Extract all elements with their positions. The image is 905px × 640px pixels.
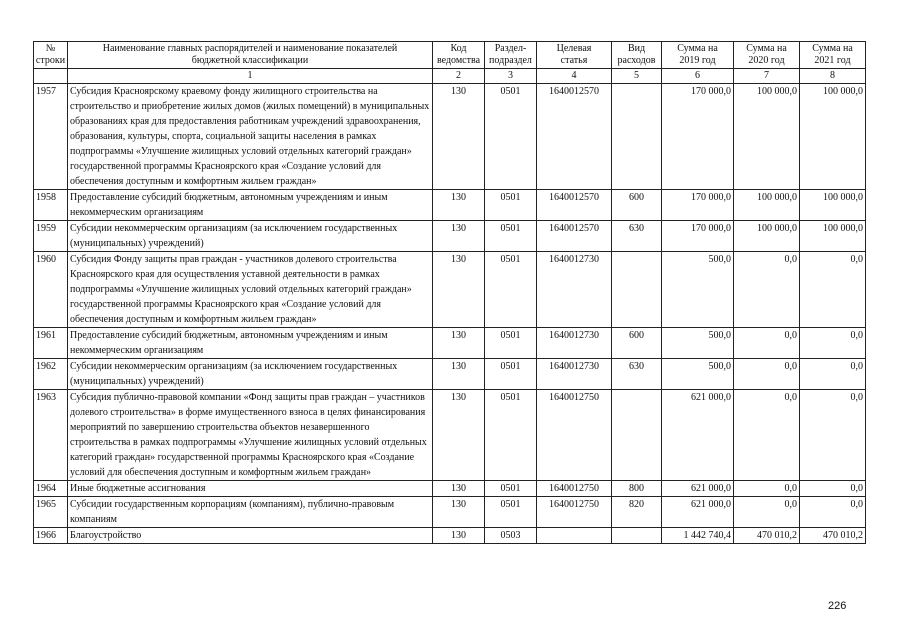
amount-2019-cell: 170 000,0: [662, 190, 734, 221]
amount-2019-cell: 621 000,0: [662, 390, 734, 481]
table-row: [34, 252, 866, 328]
target-article-cell: 1640012750: [537, 497, 612, 528]
amount-2020-cell: 100 000,0: [734, 84, 800, 190]
row-number-cell: 1961: [34, 328, 68, 359]
target-article-cell: [537, 528, 612, 544]
amount-2021-cell: 0,0: [800, 359, 866, 390]
amount-2021-cell: 470 010,2: [800, 528, 866, 544]
amount-2020-cell: 100 000,0: [734, 190, 800, 221]
expense-type-cell: [612, 252, 662, 328]
dept-code-cell: 130: [433, 328, 485, 359]
section-code-cell: 0501: [485, 84, 537, 190]
table-row: [34, 359, 866, 390]
target-article-cell: 1640012570: [537, 190, 612, 221]
amount-2021-cell: 100 000,0: [800, 84, 866, 190]
dept-code-cell: 130: [433, 528, 485, 544]
amount-2021-cell: 0,0: [800, 328, 866, 359]
amount-2021-cell: 0,0: [800, 497, 866, 528]
column-header: № строки: [34, 42, 68, 69]
column-number: 8: [800, 69, 866, 84]
column-number: 7: [734, 69, 800, 84]
row-number-cell: 1965: [34, 497, 68, 528]
expense-type-cell: [612, 390, 662, 481]
amount-2021-cell: 0,0: [800, 252, 866, 328]
column-number: 1: [68, 69, 433, 84]
table-body: [34, 84, 866, 544]
row-number-cell: 1962: [34, 359, 68, 390]
section-code-cell: 0501: [485, 359, 537, 390]
amount-2020-cell: 0,0: [734, 359, 800, 390]
target-article-cell: 1640012730: [537, 252, 612, 328]
table-row: [34, 328, 866, 359]
amount-2019-cell: 170 000,0: [662, 221, 734, 252]
table-row: [34, 84, 866, 190]
column-header: Код ведомства: [433, 42, 485, 69]
row-number-cell: 1958: [34, 190, 68, 221]
dept-code-cell: 130: [433, 252, 485, 328]
column-header: Вид расходов: [612, 42, 662, 69]
indicator-name-cell: Субсидии некоммерческим организациям (за исключением государственных (муниципальных) учреждений): [68, 359, 433, 390]
column-number: [34, 69, 68, 84]
indicator-name-cell: Иные бюджетные ассигнования: [68, 481, 433, 497]
row-number-cell: 1960: [34, 252, 68, 328]
dept-code-cell: 130: [433, 359, 485, 390]
row-number-cell: 1966: [34, 528, 68, 544]
amount-2021-cell: 100 000,0: [800, 221, 866, 252]
column-number-row: [34, 69, 866, 84]
amount-2021-cell: 0,0: [800, 390, 866, 481]
expense-type-cell: 630: [612, 359, 662, 390]
column-header: Целевая статья: [537, 42, 612, 69]
target-article-cell: 1640012730: [537, 328, 612, 359]
column-number: 2: [433, 69, 485, 84]
section-code-cell: 0501: [485, 497, 537, 528]
expense-type-cell: 630: [612, 221, 662, 252]
column-header: Сумма на 2019 год: [662, 42, 734, 69]
column-header: Наименование главных распорядителей и наименование показателей бюджетной классификации: [68, 42, 433, 69]
column-number: 3: [485, 69, 537, 84]
table-row: [34, 390, 866, 481]
budget-table: [33, 41, 866, 544]
table-row: [34, 221, 866, 252]
amount-2020-cell: 0,0: [734, 481, 800, 497]
amount-2019-cell: 500,0: [662, 252, 734, 328]
amount-2019-cell: 500,0: [662, 359, 734, 390]
amount-2020-cell: 470 010,2: [734, 528, 800, 544]
table-row: [34, 481, 866, 497]
row-number-cell: 1963: [34, 390, 68, 481]
amount-2019-cell: 170 000,0: [662, 84, 734, 190]
indicator-name-cell: Субсидия Красноярскому краевому фонду жилищного строительства на строительство и приобретение жилых домов (жилых помещений) в муниципальных образованиях края для предоставления работникам учреждений здравоохранения, образования, культуры, спорта, социальной защиты населения в рамках подпрограммы «Улучшение жилищных условий отдельных категорий граждан» государственной программы Красноярского края «Создание условий для обеспечения доступным и комфортным жильем граждан»: [68, 84, 433, 190]
table-row: [34, 528, 866, 544]
dept-code-cell: 130: [433, 481, 485, 497]
amount-2020-cell: 0,0: [734, 252, 800, 328]
column-header: Сумма на 2020 год: [734, 42, 800, 69]
column-number: 4: [537, 69, 612, 84]
amount-2019-cell: 1 442 740,4: [662, 528, 734, 544]
row-number-cell: 1957: [34, 84, 68, 190]
indicator-name-cell: Субсидии государственным корпорациям (компаниям), публично-правовым компаниям: [68, 497, 433, 528]
target-article-cell: 1640012750: [537, 390, 612, 481]
row-number-cell: 1959: [34, 221, 68, 252]
amount-2020-cell: 0,0: [734, 497, 800, 528]
indicator-name-cell: Благоустройство: [68, 528, 433, 544]
column-header: Сумма на 2021 год: [800, 42, 866, 69]
section-code-cell: 0501: [485, 481, 537, 497]
target-article-cell: 1640012570: [537, 84, 612, 190]
dept-code-cell: 130: [433, 84, 485, 190]
table-header: [34, 42, 866, 84]
target-article-cell: 1640012570: [537, 221, 612, 252]
expense-type-cell: 600: [612, 328, 662, 359]
indicator-name-cell: Предоставление субсидий бюджетным, автономным учреждениям и иным некоммерческим организациям: [68, 328, 433, 359]
expense-type-cell: 600: [612, 190, 662, 221]
indicator-name-cell: Субсидия публично-правовой компании «Фонд защиты прав граждан – участников долевого строительства» в форме имущественного взноса в целях финансирования мероприятий по завершению строительства объектов незавершенного строительства в рамках подпрограммы «Улучшение жилищных условий отдельных категорий граждан» государственной программы Красноярского края «Создание условий для обеспечения доступным и комфортным жильем граждан»: [68, 390, 433, 481]
amount-2019-cell: 500,0: [662, 328, 734, 359]
indicator-name-cell: Субсидия Фонду защиты прав граждан - участников долевого строительства Красноярского края для осуществления уставной деятельности в рамках подпрограммы «Улучшение жилищных условий отдельных категорий граждан» государственной программы Красноярского края «Создание условий для обеспечения доступным и комфортным жильем граждан»: [68, 252, 433, 328]
section-code-cell: 0501: [485, 190, 537, 221]
section-code-cell: 0501: [485, 390, 537, 481]
dept-code-cell: 130: [433, 221, 485, 252]
amount-2019-cell: 621 000,0: [662, 497, 734, 528]
column-header: Раздел- подраздел: [485, 42, 537, 69]
page-number: 226: [828, 600, 847, 612]
row-number-cell: 1964: [34, 481, 68, 497]
target-article-cell: 1640012730: [537, 359, 612, 390]
amount-2020-cell: 0,0: [734, 328, 800, 359]
indicator-name-cell: Субсидии некоммерческим организациям (за исключением государственных (муниципальных) учреждений): [68, 221, 433, 252]
column-number: 5: [612, 69, 662, 84]
table-row: [34, 497, 866, 528]
dept-code-cell: 130: [433, 390, 485, 481]
section-code-cell: 0503: [485, 528, 537, 544]
amount-2021-cell: 0,0: [800, 481, 866, 497]
expense-type-cell: [612, 84, 662, 190]
indicator-name-cell: Предоставление субсидий бюджетным, автономным учреждениям и иным некоммерческим организациям: [68, 190, 433, 221]
amount-2019-cell: 621 000,0: [662, 481, 734, 497]
section-code-cell: 0501: [485, 252, 537, 328]
column-number: 6: [662, 69, 734, 84]
expense-type-cell: 820: [612, 497, 662, 528]
dept-code-cell: 130: [433, 497, 485, 528]
column-header-row: [34, 42, 866, 69]
section-code-cell: 0501: [485, 328, 537, 359]
expense-type-cell: 800: [612, 481, 662, 497]
section-code-cell: 0501: [485, 221, 537, 252]
dept-code-cell: 130: [433, 190, 485, 221]
table-row: [34, 190, 866, 221]
target-article-cell: 1640012750: [537, 481, 612, 497]
amount-2020-cell: 100 000,0: [734, 221, 800, 252]
amount-2021-cell: 100 000,0: [800, 190, 866, 221]
expense-type-cell: [612, 528, 662, 544]
amount-2020-cell: 0,0: [734, 390, 800, 481]
